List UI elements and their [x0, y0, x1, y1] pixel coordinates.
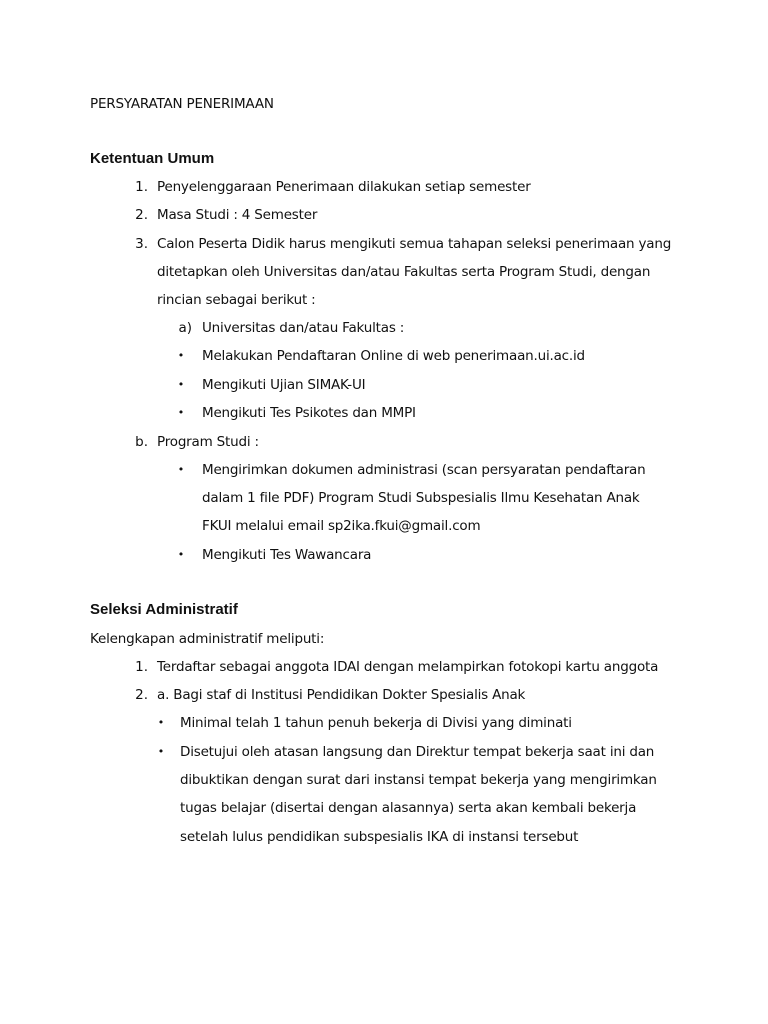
list-item-text: a. Bagi staf di Institusi Pendidikan Dokter Spesialis Anak — [157, 687, 526, 703]
bullet-text: Mengikuti Ujian SIMAK-UI — [202, 377, 366, 393]
bullet-text-line: dalam 1 file PDF) Program Studi Subspesialis Ilmu Kesehatan Anak — [202, 490, 640, 506]
bullet-text: Mengikuti Tes Wawancara — [202, 547, 372, 563]
list-item-text-line: ditetapkan oleh Universitas dan/atau Fakultas serta Program Studi, dengan — [157, 264, 651, 280]
sub-list-marker: a) — [178, 320, 192, 336]
bullet-text-line: Mengirimkan dokumen administrasi (scan persyaratan pendaftaran — [202, 462, 646, 478]
section-intro: Kelengkapan administratif meliputi: — [90, 631, 325, 647]
bullet-text-line: dibuktikan dengan surat dari instansi tempat bekerja yang mengirimkan — [180, 772, 657, 788]
bullet-text: Mengikuti Tes Psikotes dan MMPI — [202, 405, 416, 421]
list-item-text: Terdaftar sebagai anggota IDAI dengan melampirkan fotokopi kartu anggota — [157, 659, 659, 675]
bullet-text: Melakukan Pendaftaran Online di web penerimaan.ui.ac.id — [202, 348, 585, 364]
list-marker: 3. — [135, 236, 148, 252]
section-heading-ketentuan-umum: Ketentuan Umum — [90, 150, 215, 167]
sub-list-text: Program Studi : — [157, 434, 259, 450]
bullet-icon: • — [177, 349, 185, 362]
sub-list-text: Universitas dan/atau Fakultas : — [202, 320, 405, 336]
list-marker: 2. — [135, 207, 148, 223]
list-item-text: Penyelenggaraan Penerimaan dilakukan setiap semester — [157, 179, 531, 195]
bullet-text-line: Disetujui oleh atasan langsung dan Direktur tempat bekerja saat ini dan — [180, 744, 655, 760]
bullet-icon: • — [177, 406, 185, 419]
document-title: PERSYARATAN PENERIMAAN — [90, 96, 274, 112]
bullet-icon: • — [157, 745, 165, 758]
bullet-icon: • — [177, 463, 185, 476]
bullet-text-line: FKUI melalui email sp2ika.fkui@gmail.com — [202, 518, 481, 534]
list-marker: 1. — [135, 179, 148, 195]
list-item-text-line: Calon Peserta Didik harus mengikuti semua tahapan seleksi penerimaan yang — [157, 236, 672, 252]
list-marker: 2. — [135, 687, 148, 703]
list-item-text-line: rincian sebagai berikut : — [157, 292, 316, 308]
bullet-text-line: tugas belajar (disertai dengan alasannya) serta akan kembali bekerja — [180, 800, 637, 816]
section-heading-seleksi-administratif: Seleksi Administratif — [90, 601, 238, 618]
bullet-text: Minimal telah 1 tahun penuh bekerja di Divisi yang diminati — [180, 715, 572, 731]
bullet-icon: • — [177, 378, 185, 391]
list-marker: 1. — [135, 659, 148, 675]
list-item-text: Masa Studi : 4 Semester — [157, 207, 318, 223]
bullet-icon: • — [157, 716, 165, 729]
sub-list-marker: b. — [135, 434, 148, 450]
bullet-text-line: setelah lulus pendidikan subspesialis IKA di instansi tersebut — [180, 829, 579, 845]
bullet-icon: • — [177, 548, 185, 561]
